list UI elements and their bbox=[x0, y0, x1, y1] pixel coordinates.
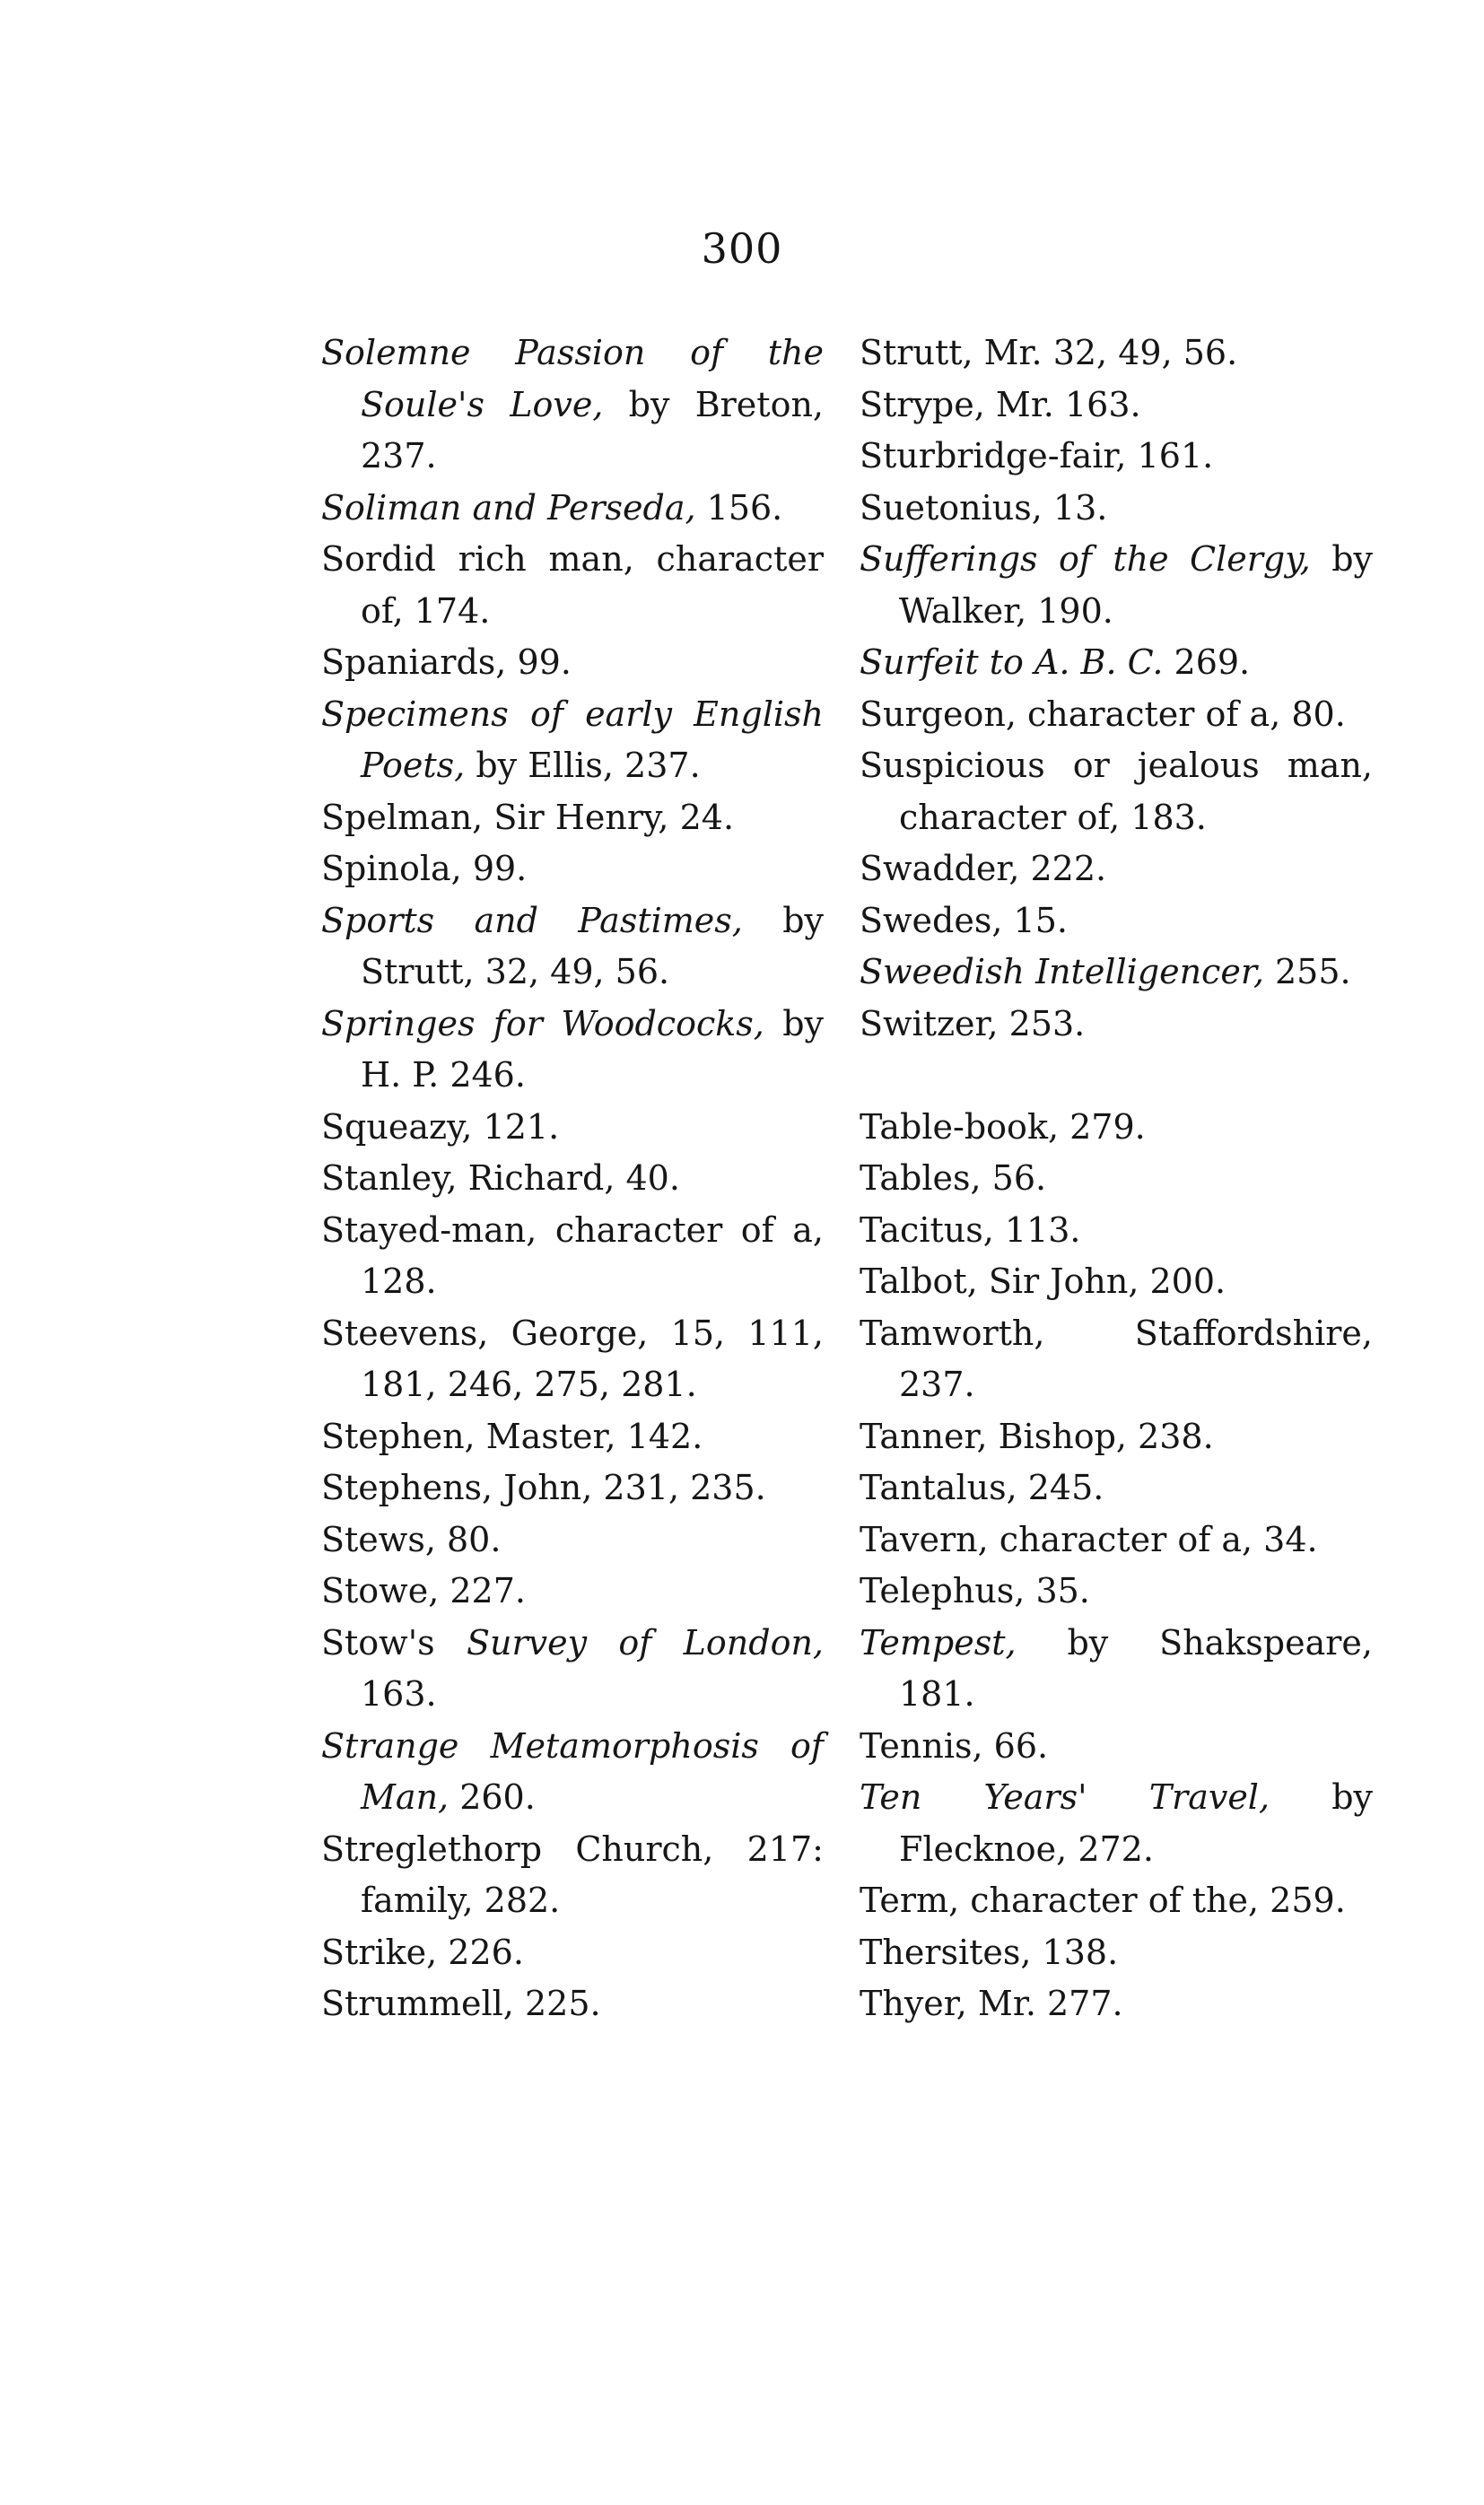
entry-title: Ten Years' Travel, bbox=[860, 1777, 1270, 1817]
entry-text: Tanner, Bishop, 238. bbox=[860, 1416, 1214, 1456]
entry-text: 255. bbox=[1263, 952, 1351, 991]
index-entry bbox=[860, 689, 1373, 741]
index-entry bbox=[321, 895, 824, 999]
index-entry bbox=[321, 1824, 824, 1927]
entry-text: Term, character of the, 259. bbox=[860, 1881, 1346, 1920]
entry-text: Spelman, Sir Henry, 24. bbox=[321, 797, 735, 837]
entry-text: Tamworth, Staffordshire, 237. bbox=[860, 1313, 1373, 1404]
index-entry bbox=[860, 1978, 1373, 2030]
index-entry bbox=[860, 1102, 1373, 1154]
entry-title: Surfeit to A. B. C. bbox=[860, 642, 1164, 682]
index-entry bbox=[860, 1566, 1373, 1618]
entry-text: Thersites, 138. bbox=[860, 1932, 1119, 1972]
index-entry bbox=[321, 637, 824, 689]
entry-text: Swedes, 15. bbox=[860, 900, 1068, 940]
index-entry bbox=[321, 1618, 824, 1721]
entry-text: Sordid rich man, character of, 174. bbox=[321, 539, 824, 631]
entry-text: by H. P. 246. bbox=[361, 1003, 824, 1095]
index-entry bbox=[321, 792, 824, 844]
index-entry bbox=[860, 1205, 1373, 1257]
entry-text: by Strutt, 32, 49, 56. bbox=[361, 900, 824, 991]
entry-title: Solemne Passion of the Soule's Love, bbox=[321, 333, 824, 424]
index-entry bbox=[860, 1721, 1373, 1773]
entry-text: Tables, 56. bbox=[860, 1158, 1047, 1198]
entry-title: Survey of London, bbox=[466, 1622, 825, 1663]
index-column-right bbox=[860, 327, 1373, 2030]
entry-text: Surgeon, character of a, 80. bbox=[860, 694, 1346, 734]
index-entry bbox=[860, 1772, 1373, 1875]
entry-title: Tempest, bbox=[860, 1622, 1017, 1663]
entry-text: Streglethorp Church, 217: family, 282. bbox=[321, 1829, 824, 1920]
entry-text: Tacitus, 113. bbox=[860, 1209, 1081, 1250]
entry-text: Table-book, 279. bbox=[860, 1106, 1146, 1147]
entry-title: Soliman and Perseda, bbox=[321, 487, 696, 528]
entry-text: by Walker, 190. bbox=[899, 539, 1374, 631]
index-entry bbox=[860, 999, 1373, 1051]
index-column-left bbox=[321, 327, 824, 2030]
index-entry bbox=[321, 1102, 824, 1154]
entry-text: Stephens, John, 231, 235. bbox=[321, 1468, 766, 1507]
entry-text: Suetonius, 13. bbox=[860, 487, 1108, 528]
entry-text: Stephen, Master, 142. bbox=[321, 1416, 703, 1456]
entry-text: Squeazy, 121. bbox=[321, 1106, 560, 1147]
entry-text: Strype, Mr. 163. bbox=[860, 384, 1141, 424]
index-entry bbox=[860, 431, 1373, 483]
index-entry bbox=[321, 534, 824, 637]
entry-text: Strummell, 225. bbox=[321, 1984, 601, 2023]
entry-text: by Breton, 237. bbox=[361, 384, 824, 476]
entry-text: Suspicious or jealous man, character of, 183. bbox=[860, 746, 1373, 837]
index-entry bbox=[321, 1153, 824, 1205]
entry-text: 260. bbox=[449, 1777, 536, 1817]
entry-text: Swadder, 222. bbox=[860, 849, 1107, 888]
index-entry bbox=[860, 843, 1373, 895]
index-entry bbox=[860, 1618, 1373, 1721]
index-entry bbox=[321, 1411, 824, 1463]
entry-text: by Shakspeare, 181. bbox=[899, 1622, 1373, 1714]
entry-title: Sufferings of the Clergy, bbox=[860, 539, 1311, 579]
section-gap bbox=[860, 1050, 1373, 1102]
index-entry bbox=[321, 1205, 824, 1308]
index-entry bbox=[860, 947, 1373, 999]
entry-text: 269. bbox=[1163, 642, 1251, 682]
entry-text: Tennis, 66. bbox=[860, 1725, 1049, 1766]
entry-text: 163. bbox=[361, 1674, 437, 1714]
entry-text: Stanley, Richard, 40. bbox=[321, 1158, 680, 1198]
entry-text: 156. bbox=[695, 487, 783, 528]
entry-text: Steevens, George, 15, 111, 181, 246, 275, 281. bbox=[321, 1313, 824, 1404]
index-entry bbox=[860, 1153, 1373, 1205]
entry-text: Switzer, 253. bbox=[860, 1003, 1086, 1043]
index-entry bbox=[860, 895, 1373, 947]
entry-text: Thyer, Mr. 277. bbox=[860, 1984, 1123, 2023]
index-entry bbox=[321, 483, 824, 535]
index-entry bbox=[321, 1721, 824, 1824]
entry-text: by Flecknoe, 272. bbox=[899, 1777, 1373, 1869]
index-entry bbox=[860, 1462, 1373, 1514]
index-entry bbox=[860, 1875, 1373, 1927]
index-entry bbox=[860, 637, 1373, 689]
entry-text: Stayed-man, character of a, 128. bbox=[321, 1209, 824, 1301]
index-entry bbox=[321, 1978, 824, 2030]
entry-title: Springes for Woodcocks, bbox=[321, 1003, 764, 1043]
index-entry bbox=[860, 1256, 1373, 1308]
entry-text: Spinola, 99. bbox=[321, 849, 528, 888]
entry-text: Strutt, Mr. 32, 49, 56. bbox=[860, 333, 1238, 372]
index-entry bbox=[860, 1514, 1373, 1567]
entry-text: Tantalus, 245. bbox=[860, 1468, 1104, 1507]
index-entry bbox=[321, 843, 824, 895]
index-entry bbox=[860, 1308, 1373, 1411]
entry-text: Talbot, Sir John, 200. bbox=[860, 1261, 1226, 1301]
entry-title: Sports and Pastimes, bbox=[321, 900, 743, 940]
entry-text: Stowe, 227. bbox=[321, 1571, 526, 1610]
entry-title: Sweedish Intelligencer, bbox=[860, 952, 1264, 991]
index-entry bbox=[321, 1566, 824, 1618]
index-entry bbox=[321, 327, 824, 483]
entry-prefix: Stow's bbox=[321, 1622, 467, 1663]
index-entry bbox=[860, 483, 1373, 535]
index-entry bbox=[860, 1927, 1373, 1979]
index-entry bbox=[860, 1411, 1373, 1463]
index-entry bbox=[860, 534, 1373, 637]
index-entry bbox=[321, 1927, 824, 1979]
entry-text: Telephus, 35. bbox=[860, 1571, 1090, 1610]
entry-text: Spaniards, 99. bbox=[321, 642, 572, 682]
entry-text: Strike, 226. bbox=[321, 1932, 524, 1972]
index-entry bbox=[860, 380, 1373, 432]
index-entry bbox=[321, 999, 824, 1102]
index-entry bbox=[860, 327, 1373, 380]
entry-text: by Ellis, 237. bbox=[465, 746, 701, 785]
entry-text: Stews, 80. bbox=[321, 1519, 502, 1559]
index-entry bbox=[860, 740, 1373, 843]
entry-title: Strange Metamorphosis of Man, bbox=[321, 1725, 824, 1817]
index-entry bbox=[321, 1514, 824, 1567]
entry-text: Tavern, character of a, 34. bbox=[860, 1519, 1318, 1559]
index-entry bbox=[321, 1308, 824, 1411]
entry-text: Sturbridge-fair, 161. bbox=[860, 436, 1214, 476]
entry-title: Specimens of early English Poets, bbox=[321, 694, 824, 785]
index-entry bbox=[321, 1462, 824, 1514]
page-number: 300 bbox=[701, 224, 783, 273]
index-entry bbox=[321, 689, 824, 792]
